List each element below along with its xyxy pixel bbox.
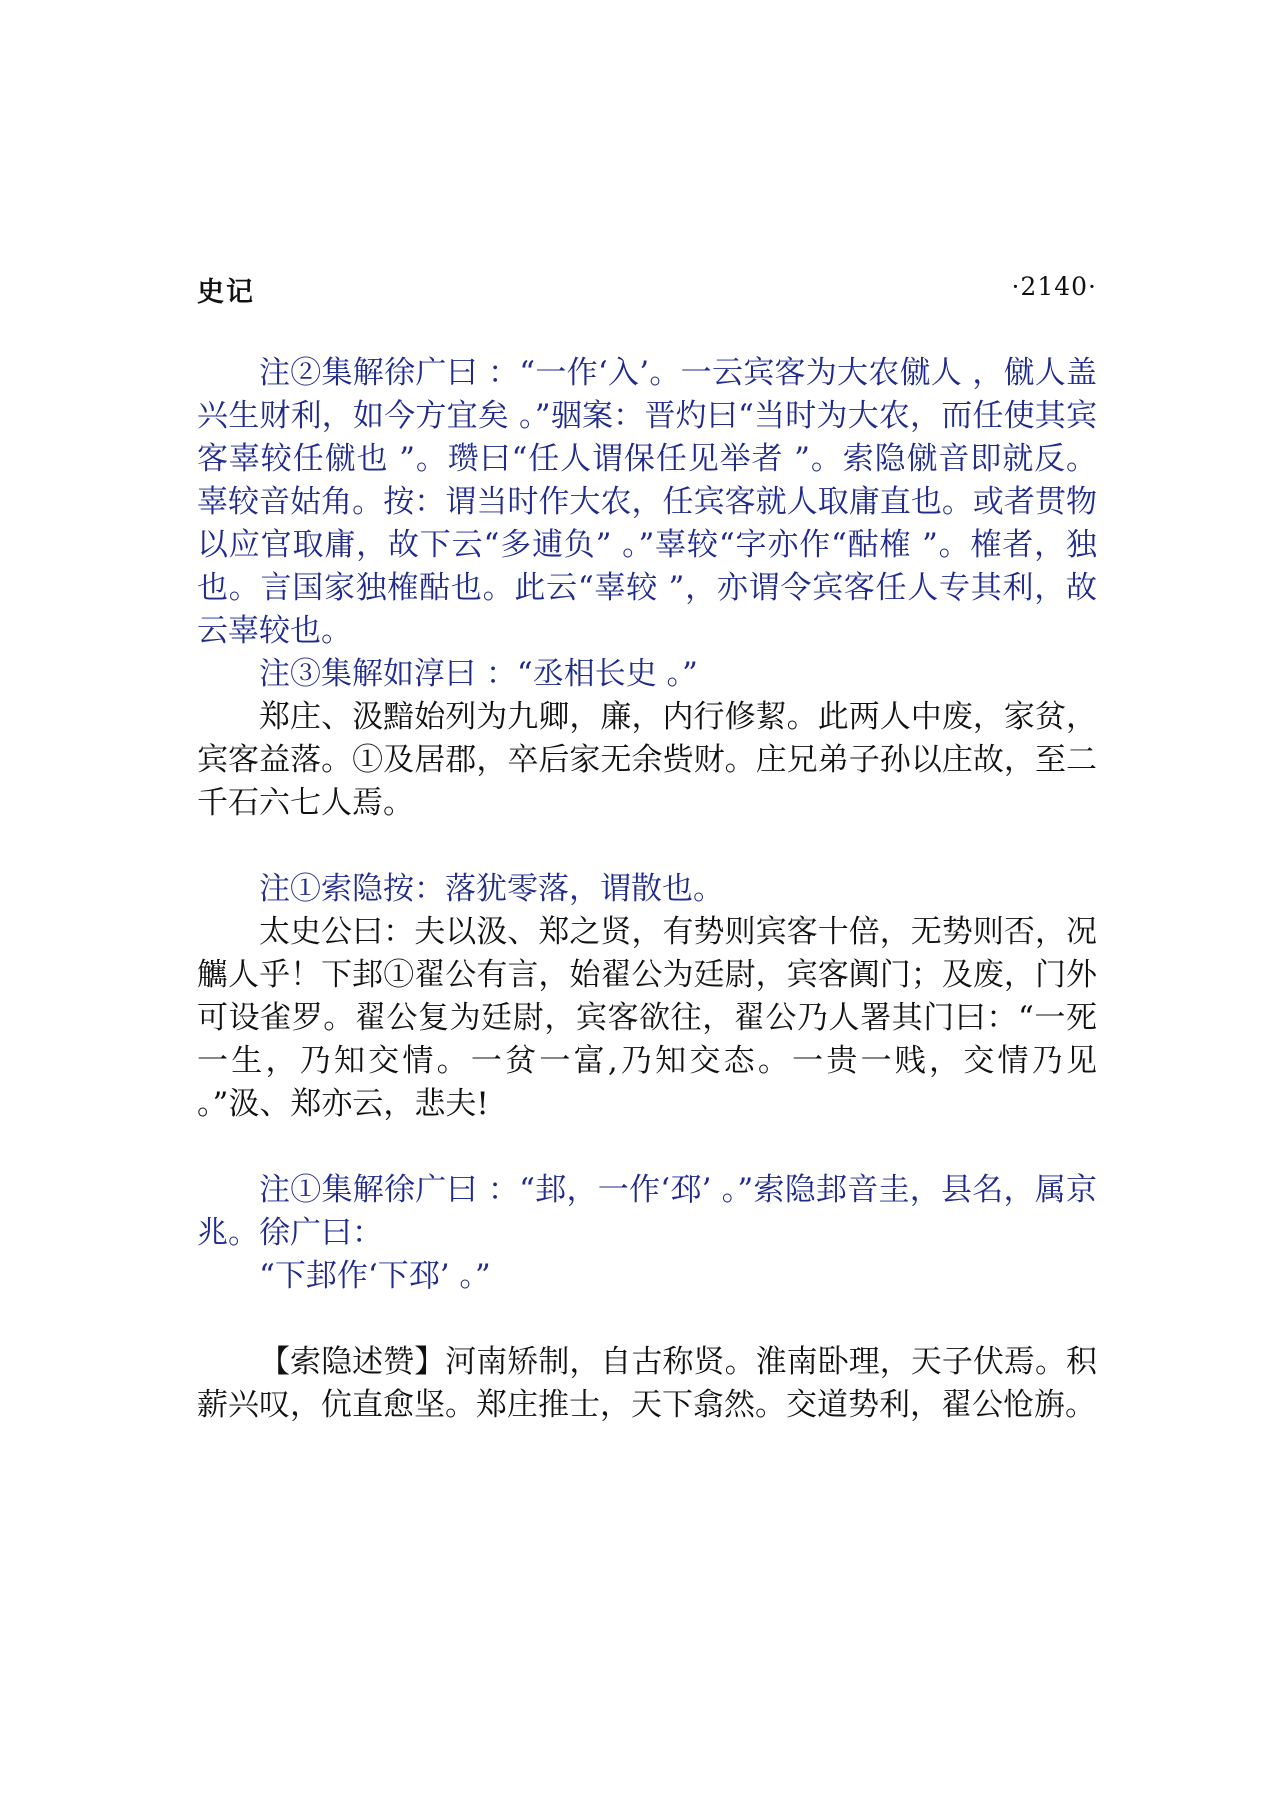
main-paragraph-taishigong: 太史公曰：夫以汲、郑之贤，有势则宾客十倍，无势则否，况觽人乎！下邽①翟公有言，始翟公为廷尉，宾客阗门；及废，门外可设雀罗。翟公复为廷尉，宾客欲往，翟公乃人署其门曰：“一死一生，乃知交情。一贫一富,乃知交态。一贵一贱，交情乃见 。”汲、郑亦云，悲夫!: [197, 914, 1097, 1122]
body-text: [197, 352, 1097, 1427]
annotation-note-1-continuation: “下邽作‘下邳’ 。”: [259, 1258, 491, 1294]
main-paragraph-zheng-zhuang: 郑庄、汲黯始列为九卿，廉，内行修絜。此两人中废，家贫，宾客益落。①及居郡，卒后家无余赀财。庄兄弟子孙以庄故，至二千石六七人焉。: [197, 699, 1097, 821]
suoyin-shuzan-paragraph: 【索隐述赞】河南矫制，自古称贤。淮南卧理，天子伏焉。积薪兴叹，伉直愈坚。郑庄推士，天下翕然。交道势利，翟公怆旃。: [197, 1344, 1097, 1423]
document-page: [197, 0, 1097, 1795]
paragraph-gap: [197, 825, 1097, 868]
annotation-note-3-jijie-ru-chun: 注③集解如淳曰 ：“丞相长史 。”: [259, 656, 698, 692]
paragraph-gap: [197, 1298, 1097, 1341]
page-number: ·2140·: [1011, 272, 1097, 301]
annotation-note-1-suoyin: 注①索隐按：落犹零落，谓散也。: [259, 871, 724, 907]
page-header: [197, 270, 1097, 310]
annotation-note-2-jijie-xu-guang: 注②集解徐广曰 ：“一作‘入’。一云宾客为大农僦人 ，僦人盖兴生财利，如今方宜矣 。”骃案：晋灼曰“当时为大农，而任使其宾客辜较任僦也 ”。瓒曰“任人谓保任见举者 ”。索隐僦音即就反。辜较音姑角。按：谓当时作大农，任宾客就人取庸直也。或者贯物以应官取庸，故下云“多逋负” 。”辜较“字亦作“酤榷 ”。榷者，独也。言国家独榷酤也。此云“辜较 ”，亦谓令宾客任人专其利，故云辜较也。: [197, 355, 1097, 649]
paragraph-gap: [197, 1126, 1097, 1169]
annotation-note-1-jijie-xu-guang: 注①集解徐广曰 ：“邽，一作‘邳’ 。”索隐邽音圭，县名，属京兆。徐广曰：: [197, 1172, 1097, 1251]
book-title: 史记: [197, 277, 255, 308]
